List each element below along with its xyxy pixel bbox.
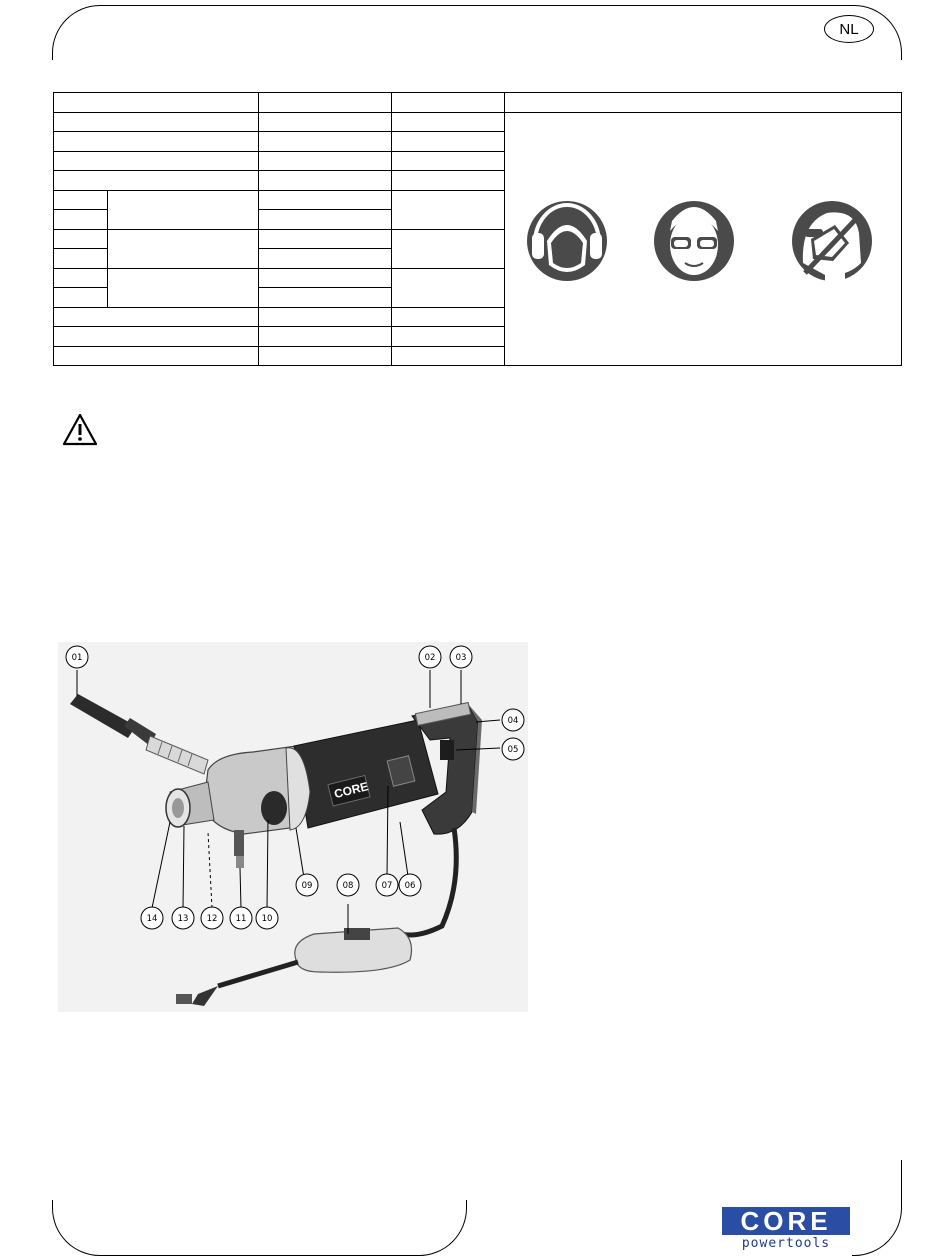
svg-text:08: 08 (342, 881, 354, 891)
language-code: NL (839, 20, 859, 38)
core-powertools-logo (722, 1207, 850, 1251)
spec-cell (54, 307, 259, 327)
spec-cell (259, 112, 392, 132)
svg-text:05: 05 (507, 745, 519, 755)
callout-02 (419, 646, 441, 668)
spec-cell (54, 132, 259, 152)
callout-01 (66, 646, 88, 668)
callout-13 (172, 907, 194, 929)
callout-05 (502, 738, 524, 760)
callout-10 (256, 907, 278, 929)
dust-mask-icon (792, 201, 872, 282)
spec-cell (392, 327, 505, 347)
spec-cell (259, 171, 392, 191)
spec-cell (259, 249, 392, 269)
callout-08 (337, 874, 359, 896)
spec-table (53, 92, 902, 366)
svg-text:03: 03 (455, 653, 467, 663)
svg-text:11: 11 (235, 914, 247, 924)
spec-cell (54, 190, 108, 210)
eye-protection-icon (654, 201, 734, 281)
language-badge (824, 15, 874, 43)
spec-cell (259, 151, 392, 171)
pictogram-header-cell (505, 93, 902, 113)
page-frame-bottom-right (852, 1160, 902, 1256)
warning-icon (62, 413, 98, 447)
spec-cell (392, 268, 505, 307)
pictogram-cell (505, 112, 902, 366)
tool-brand-text: CORE (332, 779, 370, 802)
svg-text:02: 02 (424, 653, 436, 663)
svg-text:13: 13 (177, 914, 189, 924)
spec-cell (54, 171, 259, 191)
svg-text:06: 06 (404, 881, 416, 891)
logo-word: CORE (740, 1206, 832, 1236)
spec-cell (54, 346, 259, 366)
safety-pictograms (505, 113, 902, 368)
spec-cell (54, 268, 108, 288)
spec-cell (54, 151, 259, 171)
spec-cell (259, 307, 392, 327)
spec-cell (392, 190, 505, 229)
spec-cell (259, 210, 392, 230)
svg-text:14: 14 (146, 914, 158, 924)
spec-cell (259, 93, 392, 113)
spec-cell (54, 288, 108, 308)
spec-cell (259, 346, 392, 366)
spec-cell (392, 93, 505, 113)
spec-cell (54, 210, 108, 230)
svg-text:07: 07 (381, 881, 393, 891)
core-drill-drawing (58, 642, 528, 1012)
spec-cell (259, 132, 392, 152)
spec-cell (108, 229, 259, 268)
callout-09 (296, 874, 318, 896)
callout-11 (230, 907, 252, 929)
svg-text:09: 09 (301, 881, 313, 891)
spec-cell (54, 327, 259, 347)
spec-cell (259, 327, 392, 347)
spec-cell (108, 268, 259, 307)
svg-text:01: 01 (71, 653, 83, 663)
spec-cell (54, 112, 259, 132)
spec-cell (54, 249, 108, 269)
callout-04 (502, 709, 524, 731)
ear-protection-icon (527, 201, 607, 281)
callout-03 (450, 646, 472, 668)
tool-illustration (58, 642, 528, 1012)
spec-cell (54, 229, 108, 249)
svg-text:10: 10 (261, 914, 273, 924)
callout-07 (376, 874, 398, 896)
spec-cell (259, 190, 392, 210)
spec-cell (392, 112, 505, 132)
callout-12 (201, 907, 223, 929)
svg-text:12: 12 (206, 914, 218, 924)
spec-cell (392, 151, 505, 171)
callout-06 (399, 874, 421, 896)
spec-cell (54, 93, 259, 113)
svg-text:04: 04 (507, 716, 519, 726)
spec-cell (392, 132, 505, 152)
spec-cell (259, 229, 392, 249)
spec-cell (392, 307, 505, 327)
spec-cell (392, 171, 505, 191)
motor-housing (286, 720, 438, 830)
logo-box (722, 1207, 850, 1235)
spec-cell (108, 190, 259, 229)
spec-cell (259, 288, 392, 308)
logo-subtitle: powertools (741, 1236, 831, 1251)
side-handle (70, 694, 208, 774)
spec-cell (392, 346, 505, 366)
callout-14 (141, 907, 163, 929)
spec-cell (392, 229, 505, 268)
spec-cell (259, 268, 392, 288)
